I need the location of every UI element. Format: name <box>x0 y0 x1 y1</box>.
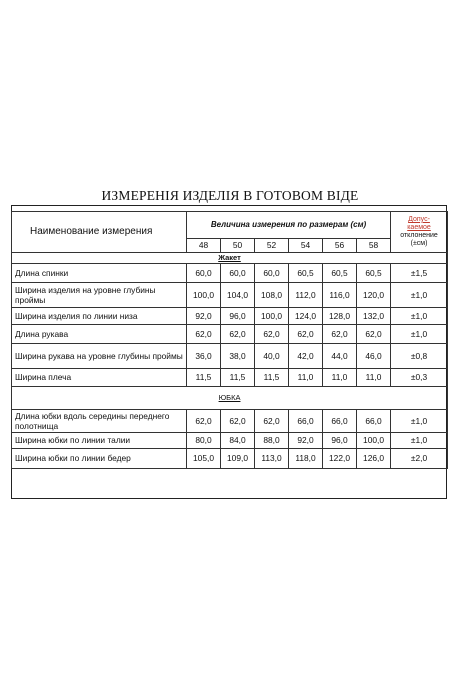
section-row <box>12 253 448 264</box>
tolerance-value: ±2,0 <box>391 449 448 469</box>
measurement-value: 120,0 <box>357 283 391 308</box>
header-value-cell: Величина измерения по размерам (см) <box>187 212 391 239</box>
measurement-value: 100,0 <box>255 308 289 325</box>
tolerance-value: ±1,0 <box>391 283 448 308</box>
measurement-value: 46,0 <box>357 344 391 369</box>
measurement-value: 105,0 <box>187 449 221 469</box>
tolerance-line3: отклонение <box>400 232 438 239</box>
measurement-value: 60,0 <box>187 264 221 283</box>
measurement-value: 62,0 <box>255 325 289 344</box>
measurement-value: 100,0 <box>357 433 391 449</box>
measurement-value: 62,0 <box>357 325 391 344</box>
tolerance-line2: каемое <box>407 223 431 231</box>
section-title: Жакет <box>12 253 448 264</box>
tolerance-value: ±0,3 <box>391 369 448 387</box>
measurement-label: Ширина изделия по линии низа <box>12 308 187 325</box>
tolerance-line1: Допус- <box>408 215 430 223</box>
measurement-value: 36,0 <box>187 344 221 369</box>
measurement-value: 116,0 <box>323 283 357 308</box>
measurement-value: 118,0 <box>289 449 323 469</box>
table-row <box>12 283 448 308</box>
measurement-value: 62,0 <box>187 325 221 344</box>
measurement-value: 66,0 <box>289 410 323 433</box>
section-title: ЮБКА <box>12 387 448 410</box>
measurement-label: Ширина рукава на уровне глубины проймы <box>12 344 187 369</box>
measurement-label: Длина спинки <box>12 264 187 283</box>
measurement-value: 11,5 <box>255 369 289 387</box>
measurement-value: 100,0 <box>187 283 221 308</box>
measurement-value: 96,0 <box>323 433 357 449</box>
measurement-value: 132,0 <box>357 308 391 325</box>
measurement-table <box>11 211 448 469</box>
size-cell: 50 <box>221 239 255 253</box>
table-row <box>12 344 448 369</box>
measurement-value: 92,0 <box>289 433 323 449</box>
section-row <box>12 387 448 410</box>
measurement-value: 11,0 <box>289 369 323 387</box>
measurement-value: 11,5 <box>187 369 221 387</box>
measurement-value: 44,0 <box>323 344 357 369</box>
size-cell: 52 <box>255 239 289 253</box>
measurement-value: 11,0 <box>357 369 391 387</box>
measurement-value: 108,0 <box>255 283 289 308</box>
size-cell: 48 <box>187 239 221 253</box>
measurement-value: 62,0 <box>187 410 221 433</box>
size-cell: 58 <box>357 239 391 253</box>
measurement-value: 38,0 <box>221 344 255 369</box>
measurement-value: 62,0 <box>289 325 323 344</box>
tolerance-line4: (±см) <box>410 240 428 248</box>
size-cell: 54 <box>289 239 323 253</box>
measurement-value: 112,0 <box>289 283 323 308</box>
measurement-value: 11,5 <box>221 369 255 387</box>
measurement-value: 113,0 <box>255 449 289 469</box>
tolerance-value: ±0,8 <box>391 344 448 369</box>
measurement-value: 122,0 <box>323 449 357 469</box>
measurement-value: 104,0 <box>221 283 255 308</box>
measurement-value: 84,0 <box>221 433 255 449</box>
tolerance-value: ±1,0 <box>391 433 448 449</box>
measurement-label: Ширина плеча <box>12 369 187 387</box>
measurement-label: Ширина юбки по линии талии <box>12 433 187 449</box>
measurement-value: 60,5 <box>357 264 391 283</box>
measurement-value: 62,0 <box>323 325 357 344</box>
header-tolerance-cell <box>391 212 448 253</box>
measurement-value: 124,0 <box>289 308 323 325</box>
measurement-label: Длина рукава <box>12 325 187 344</box>
table-row <box>12 433 448 449</box>
measurement-value: 66,0 <box>357 410 391 433</box>
measurement-value: 62,0 <box>255 410 289 433</box>
measurement-value: 60,5 <box>289 264 323 283</box>
measurement-value: 109,0 <box>221 449 255 469</box>
size-cell: 56 <box>323 239 357 253</box>
measurement-label: Длина юбки вдоль середины переднего полотнища <box>12 410 187 433</box>
measurement-value: 128,0 <box>323 308 357 325</box>
measurement-value: 126,0 <box>357 449 391 469</box>
measurement-value: 92,0 <box>187 308 221 325</box>
document-title: ИЗМЕРЕНIЯ ИЗДЕЛIЯ В ГОТОВОМ ВIДЕ <box>101 188 359 203</box>
measurement-value: 11,0 <box>323 369 357 387</box>
measurement-label: Ширина юбки по линии бедер <box>12 449 187 469</box>
measurement-value: 80,0 <box>187 433 221 449</box>
tolerance-value: ±1,0 <box>391 325 448 344</box>
table-row <box>12 308 448 325</box>
measurement-value: 60,0 <box>221 264 255 283</box>
measurement-value: 60,5 <box>323 264 357 283</box>
header-name-cell: Наименование измерения <box>12 212 187 253</box>
table-row <box>12 369 448 387</box>
measurement-value: 60,0 <box>255 264 289 283</box>
measurement-value: 66,0 <box>323 410 357 433</box>
table-row <box>12 449 448 469</box>
table-row <box>12 264 448 283</box>
measurement-value: 42,0 <box>289 344 323 369</box>
measurement-value: 96,0 <box>221 308 255 325</box>
tolerance-value: ±1,0 <box>391 410 448 433</box>
tolerance-value: ±1,5 <box>391 264 448 283</box>
tolerance-value: ±1,0 <box>391 308 448 325</box>
measurement-value: 88,0 <box>255 433 289 449</box>
measurement-value: 40,0 <box>255 344 289 369</box>
measurement-value: 62,0 <box>221 410 255 433</box>
measurement-value: 62,0 <box>221 325 255 344</box>
measurement-label: Ширина изделия на уровне глубины проймы <box>12 283 187 308</box>
table-row <box>12 325 448 344</box>
table-row <box>12 410 448 433</box>
